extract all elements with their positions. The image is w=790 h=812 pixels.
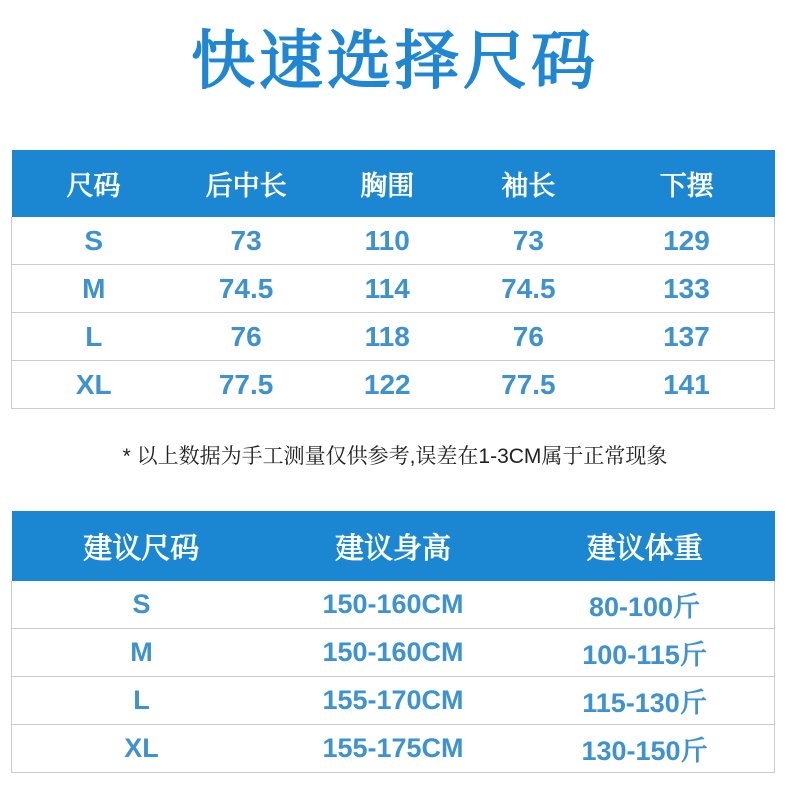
value-cell: 122 — [317, 361, 458, 409]
size-recommendation-table — [11, 511, 775, 773]
value-cell: 118 — [317, 313, 458, 361]
value-cell: 115-130斤 — [515, 677, 774, 725]
column-header-cell: 后中长 — [176, 150, 317, 217]
measurement-table-body — [12, 217, 775, 409]
table-header-row — [12, 511, 775, 581]
value-cell: 100-115斤 — [515, 629, 774, 677]
page-title: 快速选择尺码 — [191, 25, 599, 97]
table-row — [12, 217, 775, 265]
value-cell: 150-160CM — [271, 581, 515, 629]
size-guide-page — [0, 22, 790, 812]
column-header-cell: 胸围 — [317, 150, 458, 217]
size-label-cell: L — [12, 677, 271, 725]
table-row — [12, 313, 775, 361]
value-cell: 133 — [599, 265, 775, 313]
value-cell: 110 — [317, 217, 458, 265]
column-header-cell: 下摆 — [599, 150, 775, 217]
value-cell: 74.5 — [176, 265, 317, 313]
value-cell: 137 — [599, 313, 775, 361]
size-measurement-table — [11, 150, 775, 409]
table-row — [12, 265, 775, 313]
size-label-cell: L — [12, 313, 176, 361]
table-row — [12, 581, 775, 629]
value-cell: 141 — [599, 361, 775, 409]
measurement-note: * 以上数据为手工测量仅供参考,误差在1-3CM属于正常现象 — [122, 445, 668, 468]
value-cell: 114 — [317, 265, 458, 313]
value-cell: 76 — [176, 313, 317, 361]
size-label-cell: M — [12, 629, 271, 677]
column-header-cell: 尺码 — [12, 150, 176, 217]
value-cell: 150-160CM — [271, 629, 515, 677]
table-row — [12, 725, 775, 773]
size-label-cell: M — [12, 265, 176, 313]
recommendation-table-body — [12, 581, 775, 773]
value-cell: 129 — [599, 217, 775, 265]
value-cell: 155-170CM — [271, 677, 515, 725]
value-cell: 80-100斤 — [515, 581, 774, 629]
size-label-cell: XL — [12, 725, 271, 773]
table-row — [12, 361, 775, 409]
column-header-cell: 袖长 — [458, 150, 599, 217]
table-header-row — [12, 150, 775, 217]
measurement-table-header — [12, 150, 775, 217]
value-cell: 76 — [458, 313, 599, 361]
value-cell: 130-150斤 — [515, 725, 774, 773]
recommendation-table-header — [12, 511, 775, 581]
value-cell: 74.5 — [458, 265, 599, 313]
size-label-cell: S — [12, 581, 271, 629]
size-label-cell: XL — [12, 361, 176, 409]
value-cell: 73 — [176, 217, 317, 265]
table-row — [12, 677, 775, 725]
column-header-cell: 建议尺码 — [12, 511, 271, 581]
value-cell: 77.5 — [458, 361, 599, 409]
column-header-cell: 建议体重 — [515, 511, 774, 581]
column-header-cell: 建议身高 — [271, 511, 515, 581]
value-cell: 77.5 — [176, 361, 317, 409]
size-label-cell: S — [12, 217, 176, 265]
value-cell: 73 — [458, 217, 599, 265]
value-cell: 155-175CM — [271, 725, 515, 773]
table-row — [12, 629, 775, 677]
